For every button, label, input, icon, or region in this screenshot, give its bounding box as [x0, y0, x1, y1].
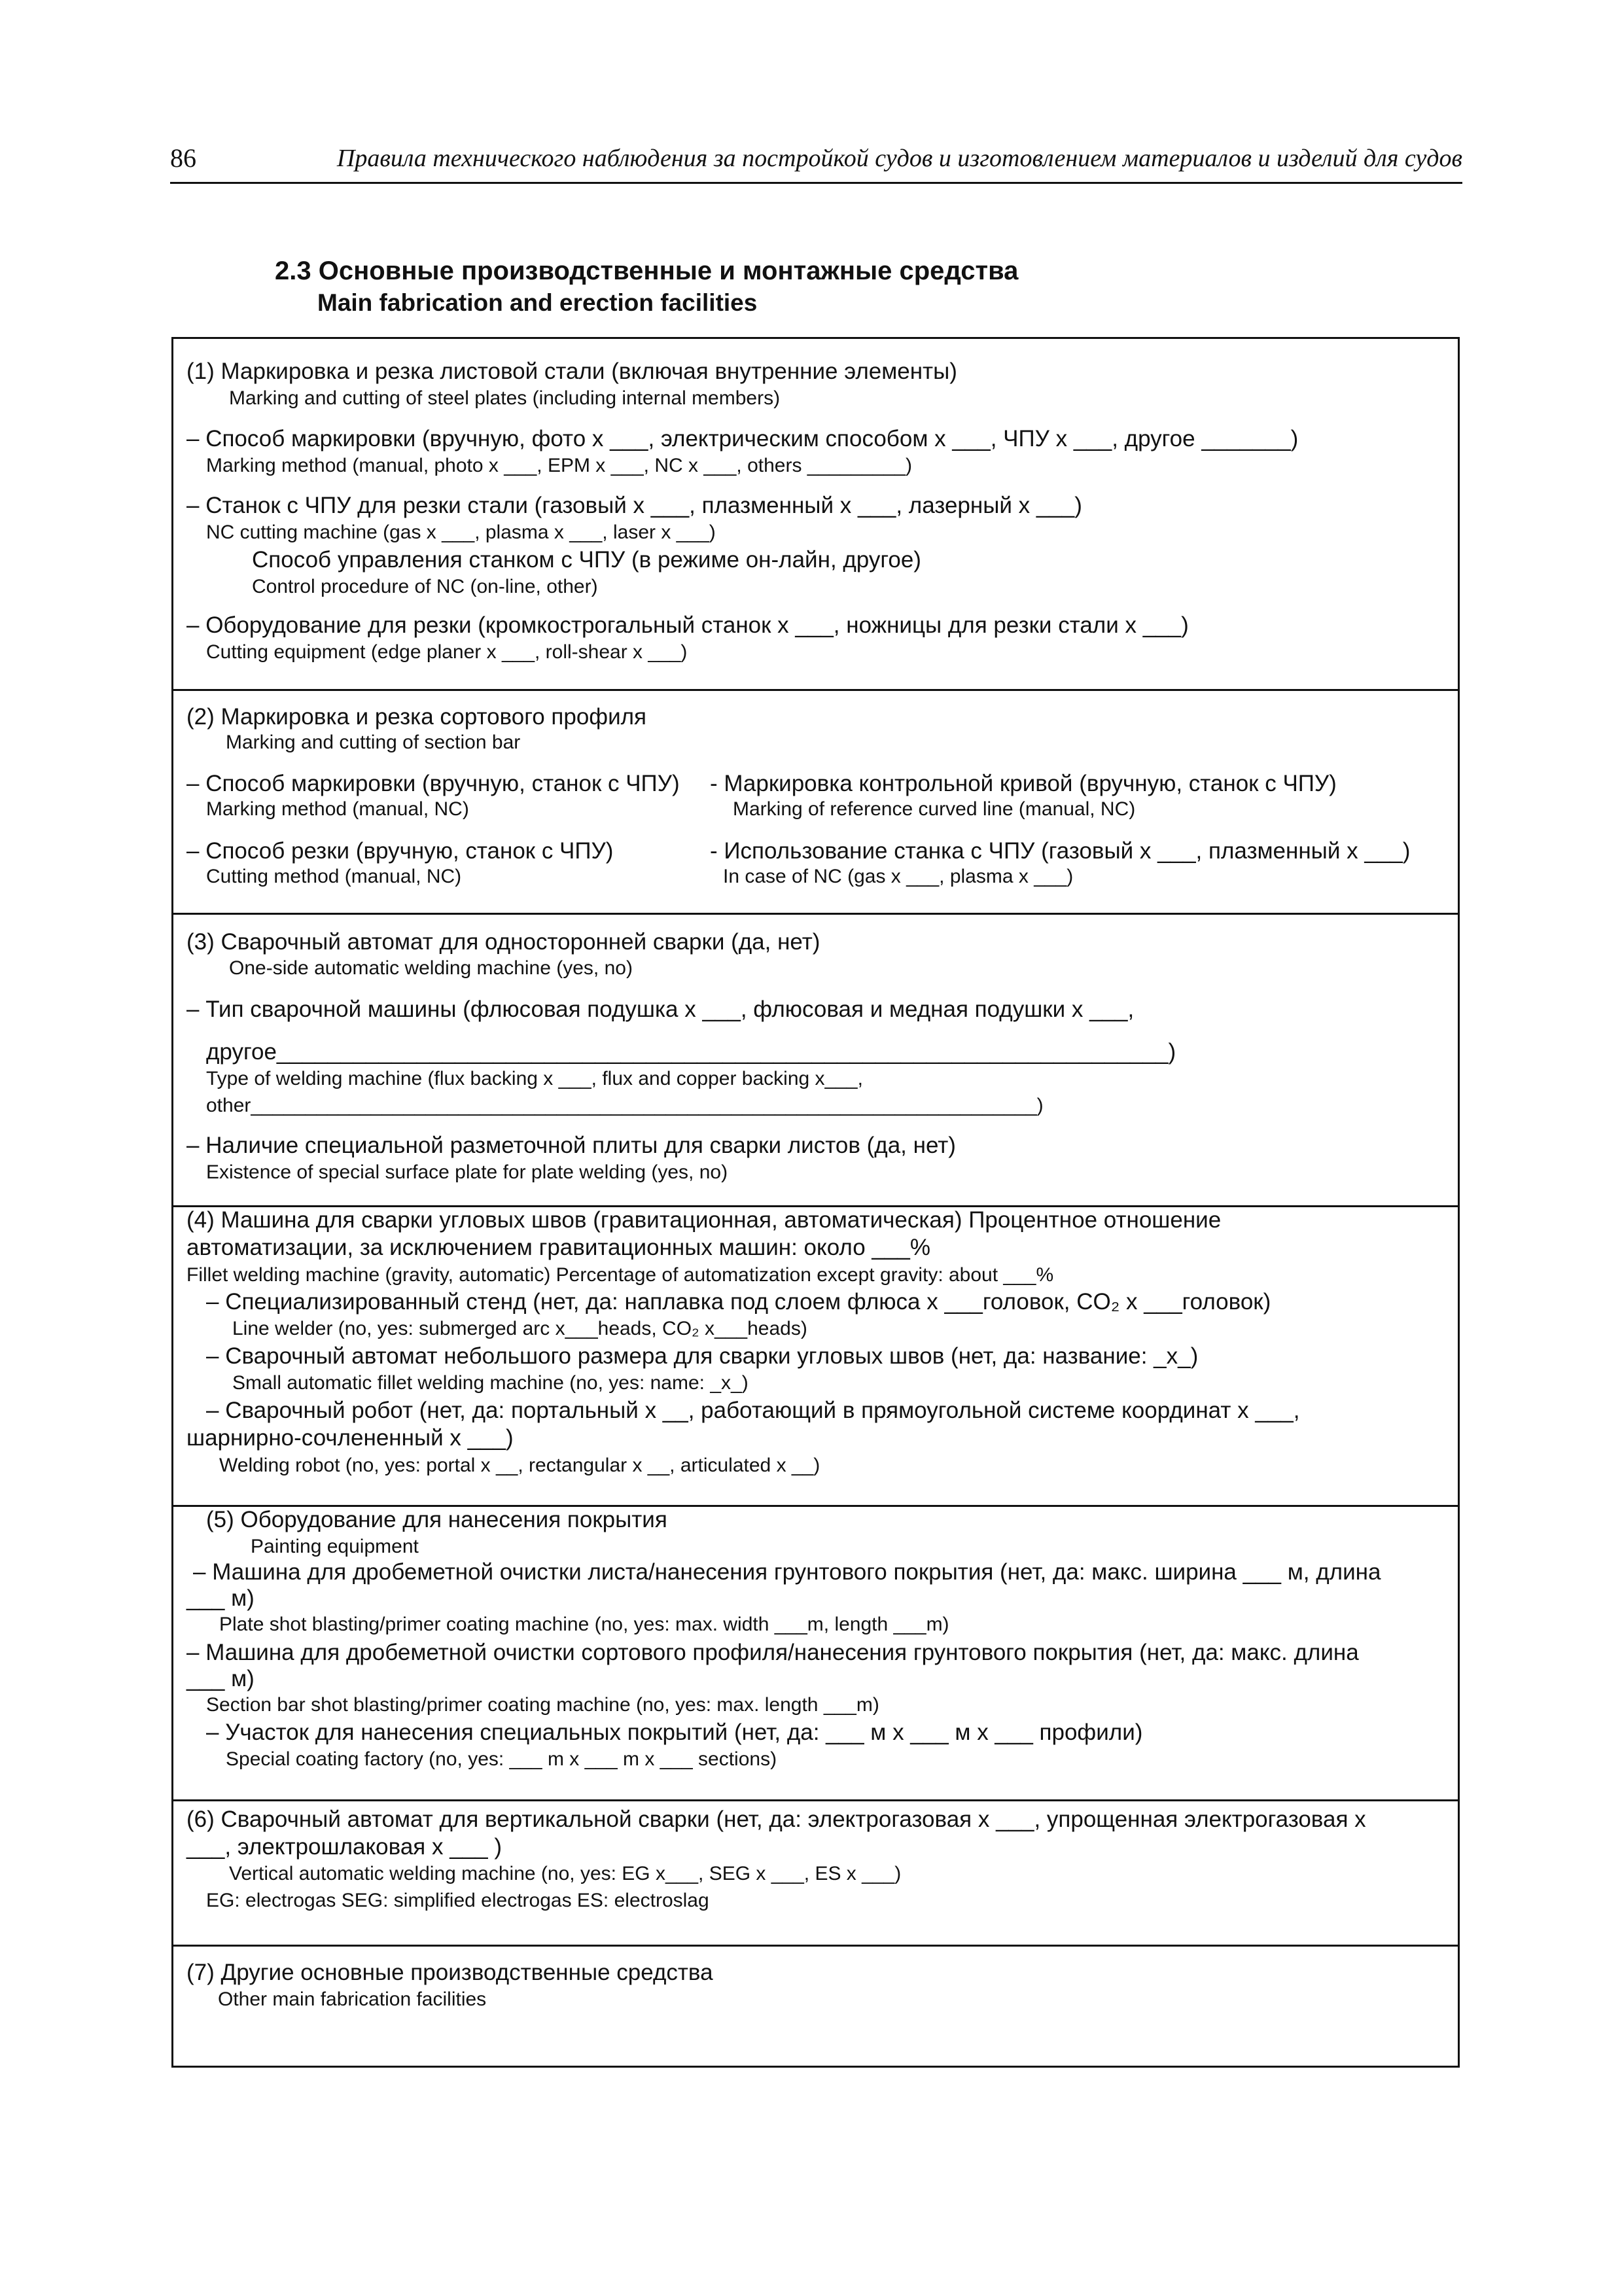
section-1-steel-plates [173, 339, 1458, 691]
s5-plate-blasting-cont: ___ м) [186, 1585, 255, 1611]
s4-welding-robot-cont: шарнирно-сочлененный x ___) [186, 1425, 514, 1451]
s5-heading-en: Painting equipment [251, 1536, 419, 1557]
s3-surface-plate: – Наличие специальной разметочной плиты для сварки листов (да, нет) [186, 1133, 956, 1158]
section-4-fillet-welding [173, 1207, 1458, 1507]
s4-small-welder-en: Small automatic fillet welding machine (no, yes: name: _x_) [232, 1372, 749, 1394]
s1-nc-cutting: – Станок с ЧПУ для резки стали (газовый x ___, плазменный x ___, лазерный x ___) [186, 493, 1082, 518]
s2-nc-usage: - Использование станка с ЧПУ (газовый x ___, плазменный x ___) [710, 838, 1411, 864]
s1-cutting-equipment-en: Cutting equipment (edge planer x ___, roll-shear x ___) [206, 641, 688, 663]
s4-line-welder-en: Line welder (no, yes: submerged arc x___heads, CO₂ x___heads) [232, 1318, 807, 1339]
facilities-form [171, 337, 1460, 2068]
section-5-painting [173, 1507, 1458, 1801]
s2-heading-en: Marking and cutting of section bar [226, 732, 521, 753]
section-title: 2.3 Основные производственные и монтажные средства [275, 256, 1019, 285]
s4-heading-cont: автоматизации, за исключением гравитационных машин: около ___% [186, 1235, 930, 1260]
s2-nc-usage-en: In case of NC (gas x ___, plasma x ___) [723, 866, 1074, 887]
s5-heading: (5) Оборудование для нанесения покрытия [206, 1507, 667, 1532]
s1-nc-cutting-en: NC cutting machine (gas x ___, plasma x ___, laser x ___) [206, 521, 716, 543]
page-header [170, 143, 1462, 184]
section-7-other [173, 1947, 1458, 2066]
s4-heading: (4) Машина для сварки угловых швов (гравитационная, автоматическая) Процентное отношение [186, 1207, 1222, 1233]
section-3-one-side-welding [173, 915, 1458, 1207]
s5-plate-blasting-en: Plate shot blasting/primer coating machine (no, yes: max. width ___m, length ___m) [219, 1614, 949, 1635]
s5-special-coating: – Участок для нанесения специальных покрытий (нет, да: ___ м x ___ м x ___ профили) [206, 1720, 1143, 1745]
s2-cutting-method: – Способ резки (вручную, станок с ЧПУ) [186, 838, 614, 864]
s3-machine-type-en: Type of welding machine (flux backing x ___, flux and copper backing x___, [206, 1068, 863, 1089]
s1-heading: (1) Маркировка и резка листовой стали (включая внутренние элементы) [186, 359, 957, 384]
s3-heading: (3) Сварочный автомат для односторонней сварки (да, нет) [186, 929, 820, 955]
s5-plate-blasting: – Машина для дробеметной очистки листа/нанесения грунтового покрытия (нет, да: макс. ширина ___ м, длина [193, 1559, 1381, 1585]
s2-reference-line: - Маркировка контрольной кривой (вручную, станок с ЧПУ) [710, 771, 1337, 796]
s2-marking-method-en: Marking method (manual, NC) [206, 798, 469, 820]
s5-bar-blasting: – Машина для дробеметной очистки сортового профиля/нанесения грунтового покрытия (нет, да: макс. длина [186, 1640, 1359, 1665]
s3-heading-en: One-side automatic welding machine (yes, no) [229, 957, 633, 979]
s4-small-welder: – Сварочный автомат небольшого размера для сварки угловых швов (нет, да: название: _x_) [206, 1343, 1199, 1369]
s4-welding-robot: – Сварочный робот (нет, да: портальный x __, работающий в прямоугольной системе координат x ___, [206, 1398, 1300, 1423]
s6-heading: (6) Сварочный автомат для вертикальной сварки (нет, да: электрогазовая x ___, упрощенная электрогазовая x [186, 1807, 1366, 1832]
s1-heading-en: Marking and cutting of steel plates (including internal members) [229, 387, 781, 409]
section-2-section-bar [173, 691, 1458, 915]
s2-marking-method: – Способ маркировки (вручную, станок с ЧПУ) [186, 771, 680, 796]
s4-heading-en: Fillet welding machine (gravity, automatic) Percentage of automatization except gravity: about ___% [186, 1264, 1054, 1286]
section-subtitle: Main fabrication and erection facilities [317, 289, 758, 316]
s2-heading: (2) Маркировка и резка сортового профиля [186, 704, 647, 730]
s3-machine-other: другое______________________________________________________________________) [206, 1039, 1176, 1065]
s6-heading-en: Vertical automatic welding machine (no, yes: EG x___, SEG x ___, ES x ___) [229, 1863, 902, 1884]
page-number: 86 [170, 143, 196, 173]
s1-control-procedure-en: Control procedure of NC (on-line, other) [252, 576, 598, 597]
s7-heading: (7) Другие основные производственные средства [186, 1960, 713, 1985]
running-title: Правила технического наблюдения за постройкой судов и изготовлением материалов и изделий для судов [336, 145, 1462, 172]
s5-special-coating-en: Special coating factory (no, yes: ___ m x ___ m x ___ sections) [226, 1748, 777, 1770]
s6-abbreviations: EG: electrogas SEG: simplified electrogas ES: electroslag [206, 1890, 709, 1911]
s1-cutting-equipment: – Оборудование для резки (кромкострогальный станок x ___, ножницы для резки стали x ___) [186, 612, 1189, 638]
s1-marking-method: – Способ маркировки (вручную, фото x ___, электрическим способом x ___, ЧПУ x ___, другое _______) [186, 426, 1299, 451]
s5-bar-blasting-en: Section bar shot blasting/primer coating machine (no, yes: max. length ___m) [206, 1694, 879, 1716]
s2-reference-line-en: Marking of reference curved line (manual, NC) [733, 798, 1136, 820]
s3-machine-type: – Тип сварочной машины (флюсовая подушка x ___, флюсовая и медная подушки x ___, [186, 997, 1135, 1022]
s4-welding-robot-en: Welding robot (no, yes: portal x __, rectangular x __, articulated x __) [219, 1455, 820, 1476]
s1-control-procedure: Способ управления станком с ЧПУ (в режиме он-лайн, другое) [252, 547, 921, 573]
s3-surface-plate-en: Existence of special surface plate for plate welding (yes, no) [206, 1161, 728, 1183]
section-6-vertical-welding [173, 1801, 1458, 1947]
s3-machine-other-en: other________________________________________________________________________) [206, 1095, 1044, 1116]
s7-heading-en: Other main fabrication facilities [218, 1988, 487, 2010]
s1-marking-method-en: Marking method (manual, photo x ___, EPM x ___, NC x ___, others _________) [206, 455, 912, 476]
s4-line-welder: – Специализированный стенд (нет, да: наплавка под слоем флюса x ___головок, CO₂ x ___головок) [206, 1289, 1271, 1315]
s5-bar-blasting-cont: ___ м) [186, 1666, 255, 1691]
s2-cutting-method-en: Cutting method (manual, NC) [206, 866, 462, 887]
s6-heading-cont: ___, электрошлаковая x ___ ) [186, 1834, 502, 1860]
